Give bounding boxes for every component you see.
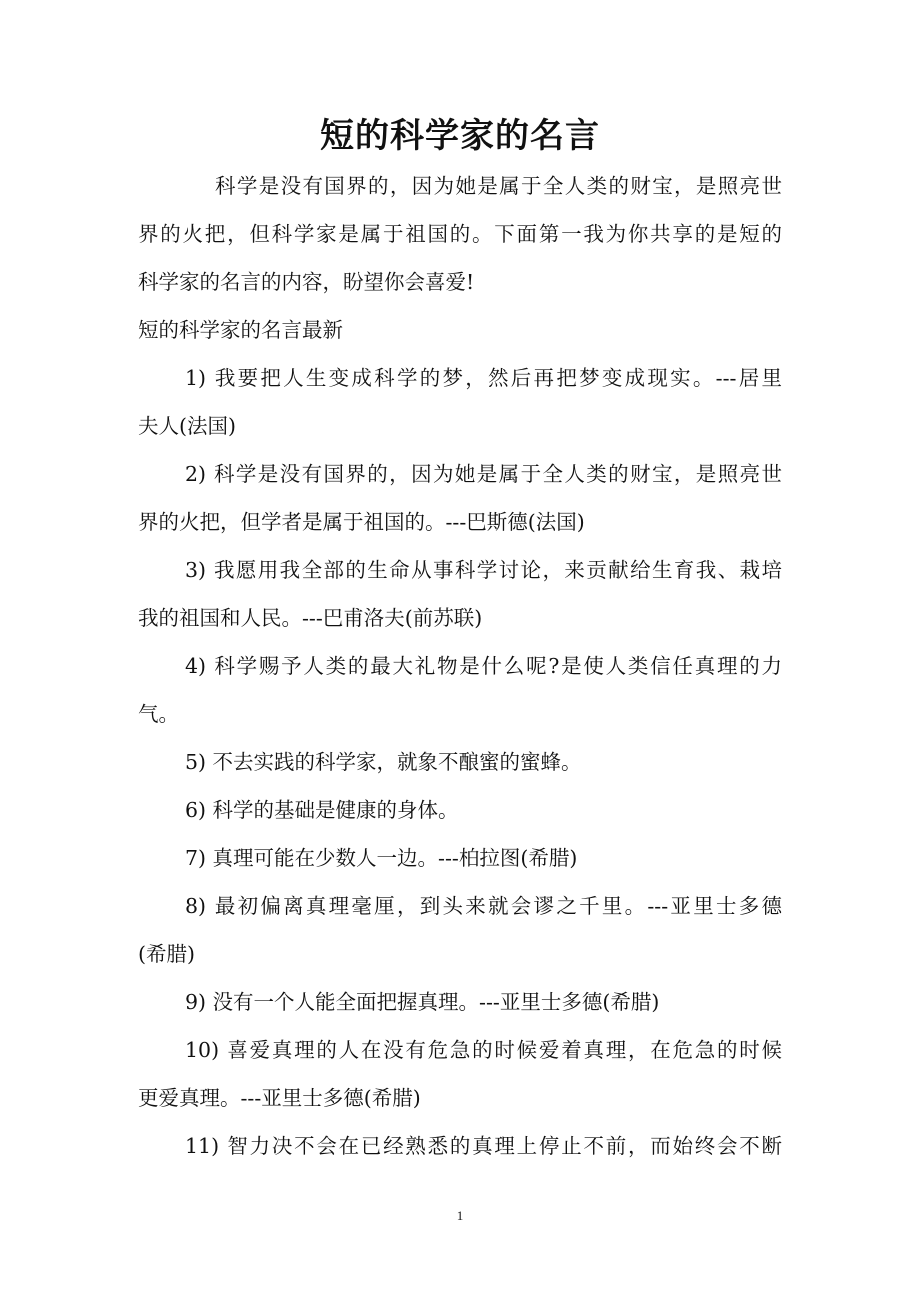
text-line: 4) 科学赐予人类的最大礼物是什么呢?是使人类信任真理的力 (185, 654, 782, 678)
text-line: 6) 科学的基础是健康的身体。 (185, 798, 459, 822)
text-line: 3) 我愿用我全部的生命从事科学讨论，来贡献给生育我、栽培 (185, 558, 782, 582)
text-line: 界的火把，但学者是属于祖国的。---巴斯德(法国) (138, 510, 585, 534)
text-line: 11) 智力决不会在已经熟悉的真理上停止不前，而始终会不断 (185, 1134, 782, 1158)
text-line: (希腊) (138, 942, 195, 966)
document-title: 短的科学家的名言 (320, 116, 600, 156)
text-line: 更爱真理。---亚里士多德(希腊) (138, 1086, 421, 1110)
text-line: 10) 喜爱真理的人在没有危急的时候爱着真理，在危急的时候 (185, 1038, 782, 1062)
text-line: 8) 最初偏离真理毫厘，到头来就会谬之千里。---亚里士多德 (185, 894, 782, 918)
text-line: 7) 真理可能在少数人一边。---柏拉图(希腊) (185, 846, 578, 870)
text-line: 科学家的名言的内容，盼望你会喜爱! (138, 270, 475, 294)
text-line: 我的祖国和人民。---巴甫洛夫(前苏联) (138, 606, 483, 630)
text-line: 界的火把，但科学家是属于祖国的。下面第一我为你共享的是短的 (138, 222, 782, 246)
text-line: 气。 (138, 702, 179, 726)
page-number: 1 (456, 1208, 464, 1223)
text-line: 5) 不去实践的科学家，就象不酿蜜的蜜蜂。 (185, 750, 582, 774)
text-line: 9) 没有一个人能全面把握真理。---亚里士多德(希腊) (185, 990, 660, 1014)
text-line: 1) 我要把人生变成科学的梦，然后再把梦变成现实。---居里 (185, 366, 782, 390)
text-line: 夫人(法国) (138, 414, 236, 438)
text-line: 2) 科学是没有国界的，因为她是属于全人类的财宝，是照亮世 (185, 462, 782, 486)
text-line: 科学是没有国界的，因为她是属于全人类的财宝，是照亮世 (215, 174, 782, 198)
document-body (138, 166, 782, 1174)
text-line: 短的科学家的名言最新 (138, 318, 343, 342)
